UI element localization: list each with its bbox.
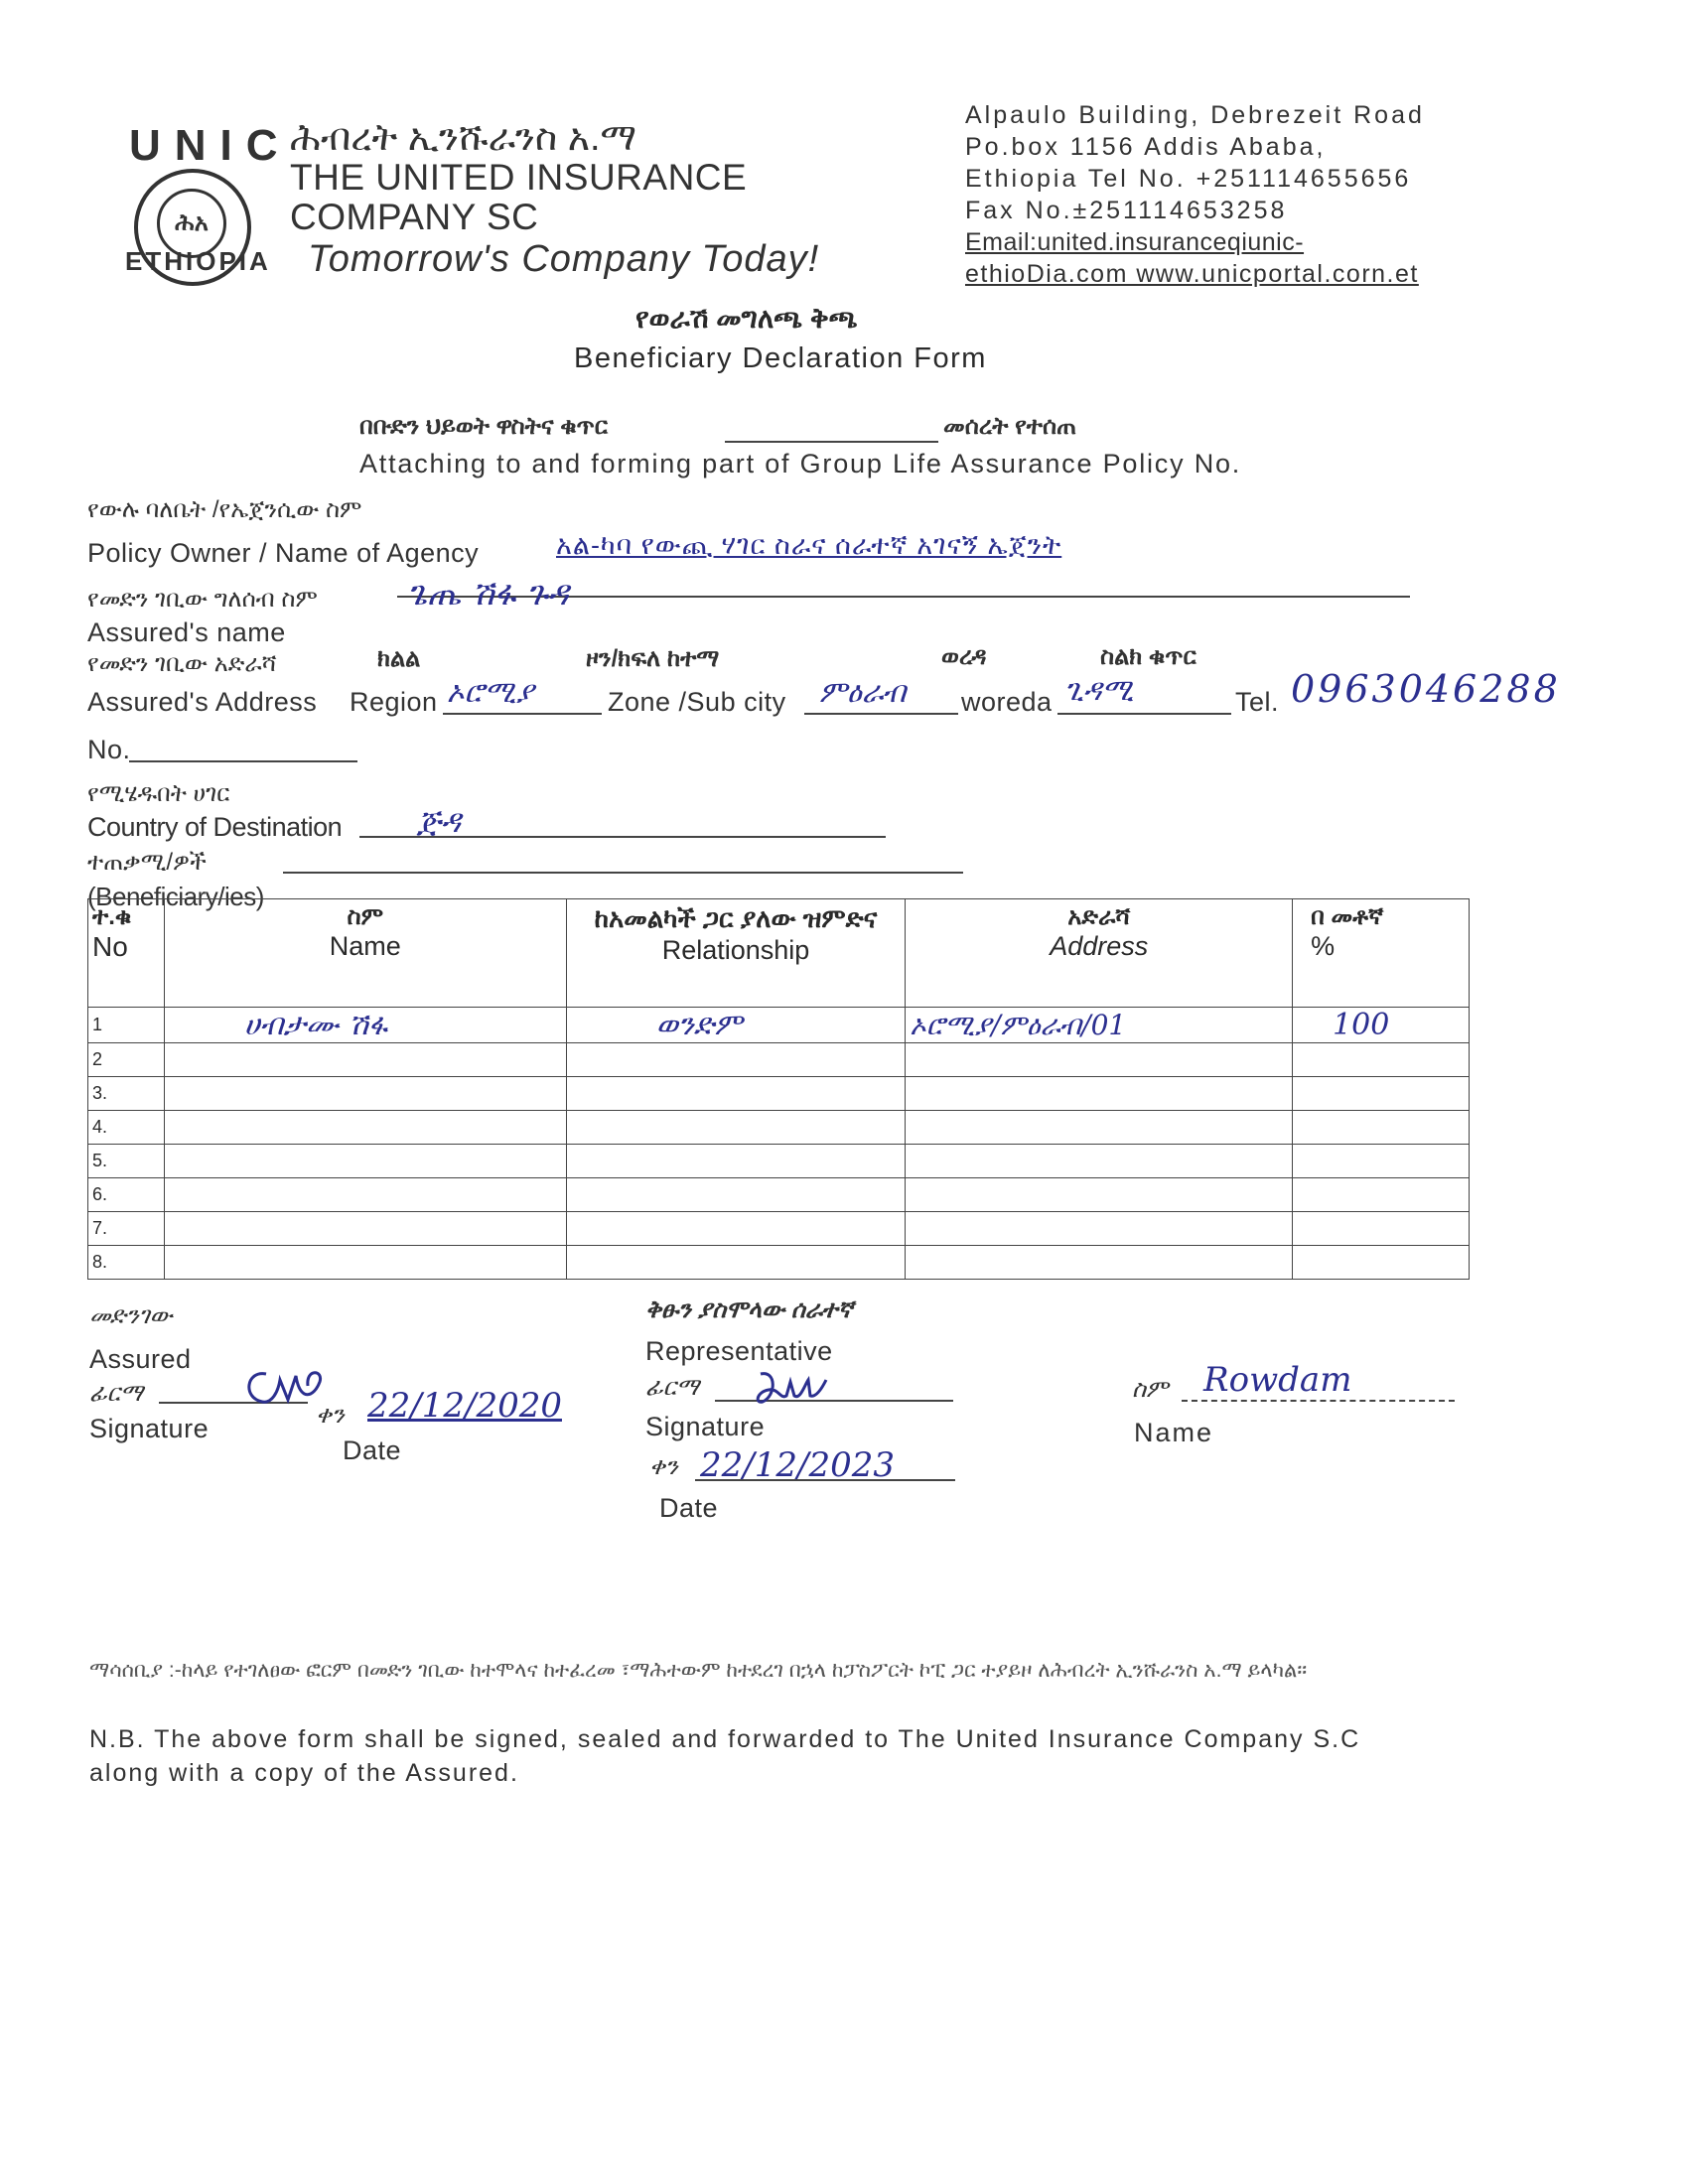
cell-name [164,1246,566,1280]
zone-line [804,713,958,715]
name-label: Name [1134,1418,1214,1447]
assured-label-amharic: መድንገው [89,1302,173,1329]
form-title-amharic: የወራሽ መግለጫ ቅጫ [635,303,858,334]
policy-number-line [725,441,938,443]
company-slogan: Tomorrow's Company Today! [308,238,820,280]
owner-value: አል-ካባ የውጪ ሃገር ስራና ሰራተኛ አገናኝ ኤጀንት [556,530,1062,560]
representative-label-amharic: ቅፁን ያስሞላው ሰራተኛ [645,1297,853,1323]
note-line-1: N.B. The above form shall be signed, sealed and forwarded to The United Insurance Company S.C [89,1725,1361,1753]
col-header-relationship: ከአመልካች ጋር ያለው ዝምድና Relationship [566,899,906,1008]
logo-bottom-text: ETHIOPIA [125,246,271,276]
policy-label: Attaching to and forming part of Group Life Assurance Policy No. [359,449,1242,478]
representative-date-value: 22/12/2023 [700,1445,895,1485]
cell-name [164,1111,566,1145]
zone-value: ምዕራብ [819,675,907,710]
representative-signature-label: Signature [645,1412,766,1441]
cell-address [906,1212,1293,1246]
policy-label-amharic: በቡድን ህይወት ዋስትና ቁጥር [359,413,609,440]
cell-name [164,1077,566,1111]
cell-no: 1 [88,1008,165,1043]
destination-label: Country of Destination [87,812,343,842]
table-row [88,1145,1470,1178]
col-header-name: ስም Name [164,899,566,1008]
table-row [88,1212,1470,1246]
cell-relationship [566,1077,906,1111]
address-line-3: Ethiopia Tel No. +251114655656 [965,165,1412,193]
cell-relationship [566,1212,906,1246]
assured-address-label-amharic: የመድን ገቢው አድራሻ [87,650,277,677]
cell-percent: 100 [1293,1008,1470,1043]
address-line-2: Po.box 1156 Addis Ababa, [965,133,1327,161]
logo-emblem: ሕአ [157,189,226,258]
cell-address: ኦሮሚያ/ምዕራብ/01 [906,1008,1293,1043]
owner-label: Policy Owner / Name of Agency [87,538,480,568]
beneficiaries-line [283,872,963,874]
cell-address [906,1043,1293,1077]
assured-signature-label: Signature [89,1414,210,1443]
assured-name-value: ጌጤ ሽፋ ጉዳ [407,574,569,614]
cell-name [164,1145,566,1178]
assured-name-label-amharic: የመድን ገቢው ግለሰብ ስም [87,586,318,613]
address-line-4: Fax No.±251114653258 [965,197,1288,224]
cell-percent [1293,1111,1470,1145]
zone-label-amharic: ዞን/ክፍለ ከተማ [586,645,720,672]
cell-relationship [566,1043,906,1077]
cell-name [164,1178,566,1212]
representative-date-label: Date [659,1493,719,1523]
representative-label: Representative [645,1336,833,1366]
table-row [88,1077,1470,1111]
cell-no: 6. [88,1178,165,1212]
tel-value: 0963046288 [1291,667,1561,711]
tel-label-amharic: ስልክ ቁጥር [1100,643,1196,670]
cell-no: 5. [88,1145,165,1178]
company-name-line2: COMPANY SC [290,197,539,237]
name-line [1182,1400,1455,1402]
woreda-line [1057,713,1231,715]
cell-no: 4. [88,1111,165,1145]
policy-label-amharic-suffix: መሰረት የተሰጠ [943,413,1077,440]
form-title: Beneficiary Declaration Form [574,342,987,374]
cell-address [906,1077,1293,1111]
woreda-label: woreda [961,687,1053,717]
no-line [129,760,357,762]
note-amharic: ማሳሰቢያ :-ከላይ የተገለፀው ፎርም በመድን ገቢው ከተሞላና ከተፈረመ ፣ማሕተውም ከተደረገ በኋላ ከፓስፖርት ኮፒ ጋር ተያይዞ ለሕብረት ኢንሹራንስ አ.ማ ይላካል። [89,1659,1308,1682]
cell-relationship [566,1145,906,1178]
table-row [88,1246,1470,1280]
cell-relationship [566,1246,906,1280]
beneficiary-table [87,898,1470,1280]
cell-percent [1293,1246,1470,1280]
cell-address [906,1111,1293,1145]
region-label-amharic: ክልል [377,645,421,672]
address-line-1: Alpaulo Building, Debrezeit Road [965,101,1425,129]
beneficiaries-label: (Beneficiary/ies) [87,882,264,911]
cell-relationship: ወንድም [566,1008,906,1043]
cell-percent [1293,1178,1470,1212]
table-row [88,1043,1470,1077]
table-row [88,1178,1470,1212]
region-value: ኦሮሚያ [447,675,534,710]
cell-address [906,1246,1293,1280]
assured-label: Assured [89,1344,192,1374]
no-label: No. [87,735,131,764]
logo-top-text: UNIC [129,121,292,170]
col-header-no: ተ.ቁ No [88,899,165,1008]
cell-name [164,1212,566,1246]
woreda-label-amharic: ወረዳ [941,643,987,670]
woreda-value: ጊዳሚ [1064,673,1134,708]
col-header-percent: በ መቶኛ % [1293,899,1470,1008]
region-label: Region [350,687,438,717]
assured-date-value: 22/12/2020 [367,1386,562,1426]
cell-relationship [566,1111,906,1145]
cell-no: 8. [88,1246,165,1280]
cell-no: 3. [88,1077,165,1111]
table-header-row [88,899,1470,1008]
cell-name [164,1043,566,1077]
owner-label-amharic: የውሉ ባለቤት /የኤጀንሲው ስም [87,496,362,523]
table-row [88,1111,1470,1145]
assured-signature-label-amharic: ፊርማ [89,1380,144,1407]
name-label-amharic: ስም [1132,1376,1169,1403]
cell-address [906,1178,1293,1212]
representative-name-value: Rowdam [1203,1360,1352,1400]
beneficiaries-label-amharic: ተጠቃሚ/ዎች [87,849,207,876]
table-row [88,1008,1470,1043]
assured-date-label-amharic: ቀን [316,1402,345,1429]
cell-relationship [566,1178,906,1212]
assured-name-label: Assured's name [87,617,286,647]
destination-value: ጅዳ [417,802,461,840]
cell-name: ሀብታሙ ሽፋ [164,1008,566,1043]
note-line-2: along with a copy of the Assured. [89,1759,519,1787]
company-name-line1: THE UNITED INSURANCE [290,157,748,198]
cell-no: 2 [88,1043,165,1077]
address-website: ethioDia.com www.unicportal.corn.et [965,260,1419,288]
cell-no: 7. [88,1212,165,1246]
assured-date-label: Date [343,1435,402,1465]
region-line [443,713,602,715]
assured-address-label: Assured's Address [87,687,318,717]
cell-percent [1293,1043,1470,1077]
address-email: Email:united.insuranceqiunic- [965,228,1305,256]
representative-date-label-amharic: ቀን [649,1453,678,1480]
destination-label-amharic: የሚሄዱበት ሀገር [87,780,230,807]
cell-percent [1293,1077,1470,1111]
cell-percent [1293,1145,1470,1178]
zone-label: Zone /Sub city [608,687,786,717]
representative-signature-label-amharic: ፊርማ [645,1374,700,1401]
representative-signature [747,1366,836,1410]
cell-address [906,1145,1293,1178]
cell-percent [1293,1212,1470,1246]
company-name-amharic: ሕብረት ኢንሹራንስ አ.ማ [290,117,637,159]
col-header-address: አድራሻ Address [906,899,1293,1008]
tel-label: Tel. [1235,687,1280,717]
